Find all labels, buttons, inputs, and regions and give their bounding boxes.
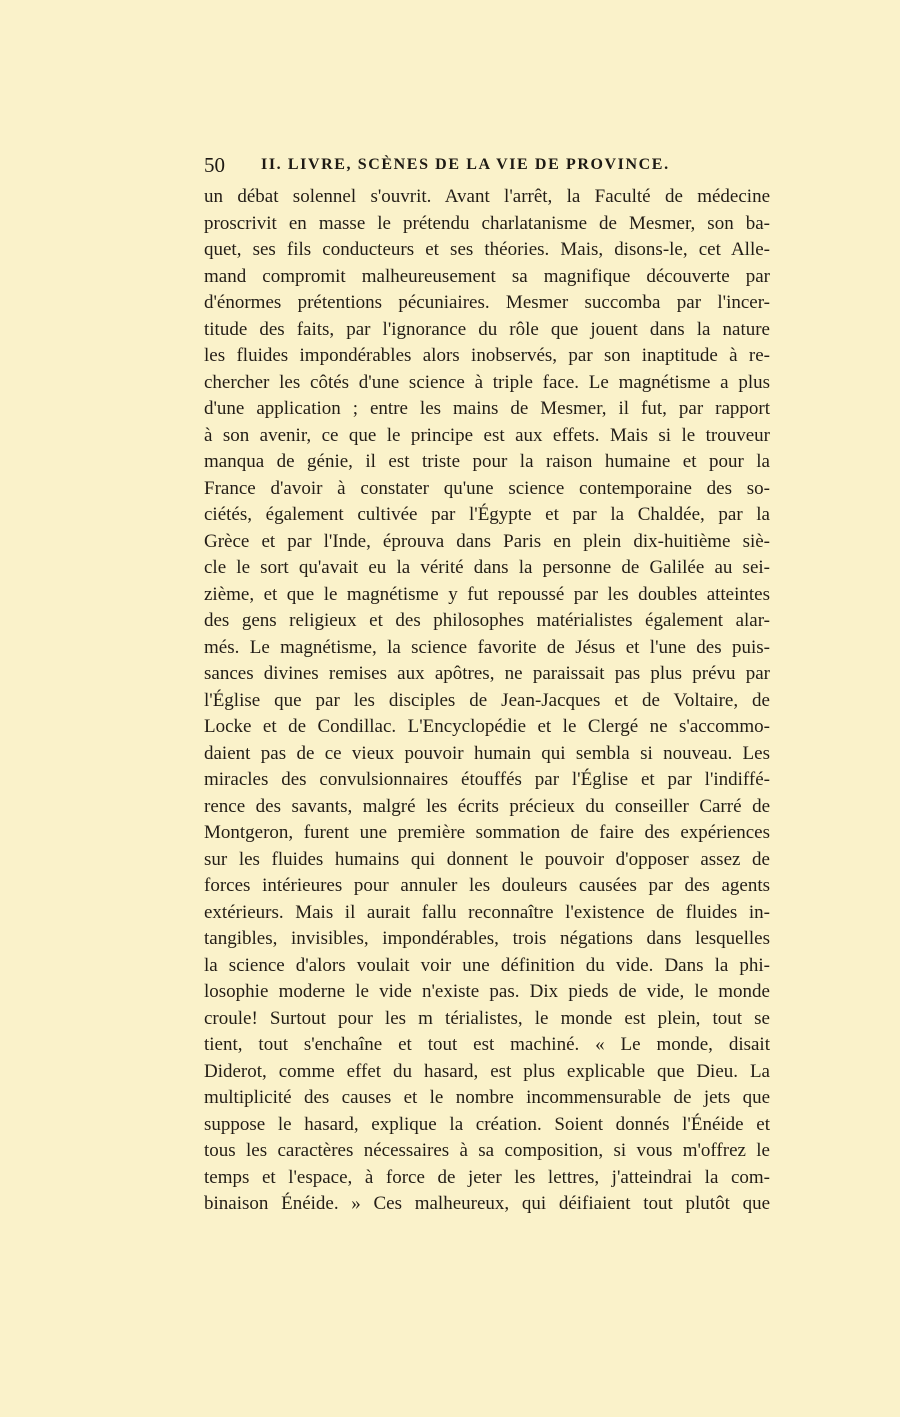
text-line: la science d'alors voulait voir une définition du vide. Dans la phi- [204,954,770,976]
text-line: croule! Surtout pour les m térialistes, le monde est plein, tout se [204,1007,770,1029]
text-line: titude des faits, par l'ignorance du rôle que jouent dans la nature [204,318,770,340]
text-line: les fluides impondérables alors inobservés, par son inaptitude à re- [204,345,770,366]
text-line: quet, ses fils conducteurs et ses théories. Mais, disons-le, cet Alle- [204,239,770,260]
text-line: tous les caractères nécessaires à sa composition, si vous m'offrez le [204,1140,770,1161]
text-line: sances divines remises aux apôtres, ne paraissait pas plus prévu par [204,663,770,684]
text-line: Grèce et par l'Inde, éprouva dans Paris en plein dix-huitième siè- [204,530,770,552]
text-line: Montgeron, furent une première sommation de faire des expériences [204,822,770,843]
text-line: temps et l'espace, à force de jeter les lettres, j'atteindrai la com- [204,1166,770,1188]
body-text [204,184,770,1218]
text-line: un débat solennel s'ouvrit. Avant l'arrêt, la Faculté de médecine [204,186,770,207]
text-line: ciétés, également cultivée par l'Égypte et par la Chaldée, par la [204,504,770,525]
text-line: Locke et de Condillac. L'Encyclopédie et le Clergé ne s'accommo- [204,716,770,737]
running-header [204,153,770,181]
text-line: d'énormes prétentions pécuniaires. Mesmer succomba par l'incer- [204,292,770,313]
text-line: rence des savants, malgré les écrits précieux du conseiller Carré de [204,795,770,817]
text-line: cle le sort qu'avait eu la vérité dans la personne de Galilée au sei- [204,557,770,578]
text-line: l'Église que par les disciples de Jean-Jacques et de Voltaire, de [204,689,770,711]
text-line: chercher les côtés d'une science à triple face. Le magnétisme a plus [204,371,770,393]
running-title: II. LIVRE, SCÈNES DE LA VIE DE PROVINCE. [261,156,670,173]
text-line: proscrivit en masse le prétendu charlatanisme de Mesmer, son ba- [204,212,770,234]
text-line: més. Le magnétisme, la science favorite de Jésus et l'une des puis- [204,636,770,658]
text-line: manqua de génie, il est triste pour la raison humaine et pour la [204,451,770,472]
text-line: des gens religieux et des philosophes matérialistes également alar- [204,610,770,631]
text-line: multiplicité des causes et le nombre incommensurable de jets que [204,1087,770,1108]
text-line: tient, tout s'enchaîne et tout est machiné. « Le monde, disait [204,1034,770,1055]
text-line: daient pas de ce vieux pouvoir humain qui sembla si nouveau. Les [204,742,770,764]
text-line: tangibles, invisibles, impondérables, trois négations dans lesquelles [204,928,770,949]
text-line: forces intérieures pour annuler les douleurs causées par des agents [204,875,770,896]
text-line: mand compromit malheureusement sa magnifique découverte par [204,265,770,287]
text-line: sur les fluides humains qui donnent le pouvoir d'opposer assez de [204,848,770,870]
text-line: Diderot, comme effet du hasard, est plus explicable que Dieu. La [204,1060,770,1082]
text-line: zième, et que le magnétisme y fut repoussé par les doubles atteintes [204,583,770,605]
text-line: losophie moderne le vide n'existe pas. Dix pieds de vide, le monde [204,981,770,1002]
text-line: miracles des convulsionnaires étouffés par l'Église et par l'indiffé- [204,769,770,790]
text-line: à son avenir, ce que le principe est aux effets. Mais si le trouveur [204,424,770,446]
text-line: binaison Énéide. » Ces malheureux, qui déifiaient tout plutôt que [204,1193,770,1214]
text-line: France d'avoir à constater qu'une science contemporaine des so- [204,477,770,499]
text-line: extérieurs. Mais il aurait fallu reconnaître l'existence de fluides in- [204,901,770,923]
page-number: 50 [204,153,225,177]
text-line: d'une application ; entre les mains de Mesmer, il fut, par rapport [204,398,770,419]
text-line: suppose le hasard, explique la création. Soient donnés l'Énéide et [204,1113,770,1135]
